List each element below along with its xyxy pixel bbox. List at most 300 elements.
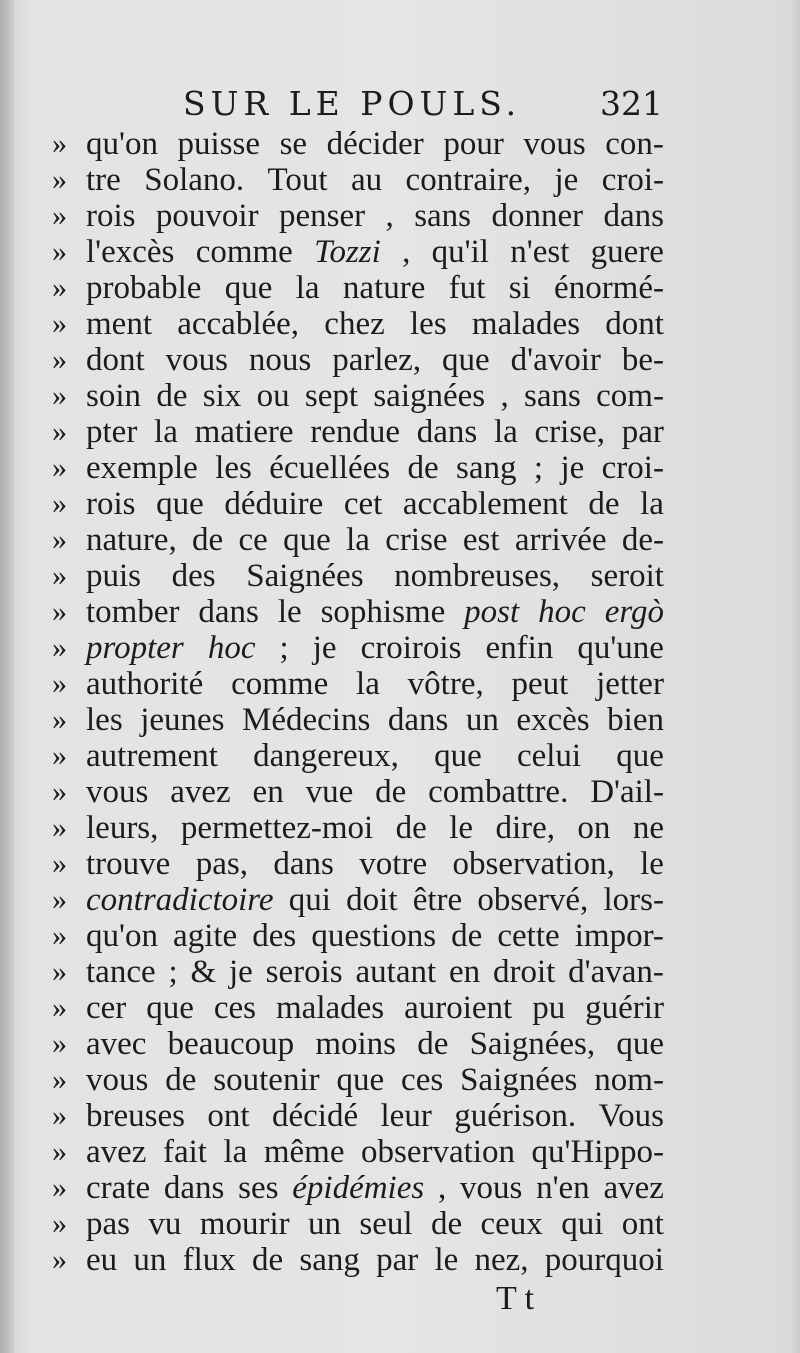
word: cet (343, 486, 383, 522)
word: vu (148, 1206, 182, 1242)
quotation-mark: » (52, 919, 67, 952)
word: soin (86, 378, 142, 414)
word: ce (238, 522, 268, 558)
italic-word: post (464, 594, 520, 630)
word: l'excès (86, 234, 175, 270)
word: sophisme (320, 594, 446, 630)
quotation-mark: » (52, 343, 67, 376)
word: celui (516, 738, 582, 774)
line-text (86, 1242, 664, 1278)
word: ceux (480, 1206, 543, 1242)
word: tomber (86, 594, 180, 630)
word: combattre. (428, 774, 569, 810)
line-text (86, 270, 664, 306)
word: je (554, 162, 579, 198)
quotation-mark: » (52, 199, 67, 232)
word: avez (86, 1134, 147, 1170)
word: par (376, 1242, 419, 1278)
text-line (52, 342, 670, 378)
text-line (52, 1098, 670, 1134)
word: un (133, 1242, 167, 1278)
line-text (86, 774, 664, 810)
word: se (279, 126, 308, 162)
word: la (223, 1134, 248, 1170)
word: fut (448, 270, 486, 306)
text-line (52, 1206, 670, 1242)
italic-word: propter (86, 630, 184, 666)
word: questions (311, 918, 437, 954)
word: que (156, 486, 204, 522)
word: accablée, (177, 306, 300, 342)
word: pas (86, 1206, 130, 1242)
word: soutenir (213, 1062, 320, 1098)
word: ses (238, 1170, 279, 1206)
word: qu'une (577, 630, 664, 666)
line-text (86, 918, 664, 954)
word: ont (621, 1206, 664, 1242)
word: dans (603, 198, 664, 234)
text-line (52, 162, 670, 198)
word: de (395, 810, 427, 846)
word: si (508, 270, 531, 306)
quotation-mark: » (52, 991, 67, 1024)
word: vous (165, 342, 228, 378)
word: trouve (86, 846, 171, 882)
word: enfin (485, 630, 554, 666)
word: croi- (601, 450, 664, 486)
word: autrement (86, 738, 218, 774)
quotation-mark: » (52, 235, 67, 268)
word: matiere (194, 414, 294, 450)
word: les (86, 702, 123, 738)
word: ; (533, 450, 544, 486)
word: sans (414, 198, 472, 234)
text-line (52, 450, 670, 486)
word: tance (86, 954, 156, 990)
word: qu'on (86, 126, 158, 162)
word: agite (173, 918, 238, 954)
word: nature, (86, 522, 177, 558)
quotation-mark: » (52, 1099, 67, 1132)
word: des (171, 558, 216, 594)
word: on (577, 810, 611, 846)
word: penser (278, 198, 366, 234)
word: de (251, 1242, 284, 1278)
word: les (410, 306, 447, 342)
word: auroient (404, 990, 513, 1026)
line-text (86, 954, 664, 990)
word: qu'il (431, 234, 489, 270)
line-text (86, 1206, 664, 1242)
word: votre (359, 846, 428, 882)
word: de (375, 774, 407, 810)
text-line (52, 1242, 670, 1278)
word: breuses (86, 1098, 185, 1134)
word: avez (170, 774, 231, 810)
word: dans (163, 1170, 225, 1206)
quotation-mark: » (52, 955, 67, 988)
word: dans (198, 594, 259, 630)
word: crise, (534, 414, 606, 450)
word: nez, (474, 1242, 529, 1278)
word: vôtre, (407, 666, 484, 702)
word: seul (359, 1206, 413, 1242)
word: vous (86, 774, 149, 810)
line-text (86, 378, 664, 414)
word: ont (207, 1098, 250, 1134)
word: Tout (267, 162, 328, 198)
text-line (52, 558, 670, 594)
line-text (86, 342, 664, 378)
quotation-mark: » (52, 1063, 67, 1096)
word: dangereux, (253, 738, 399, 774)
word: le (434, 1242, 459, 1278)
page-number: 321 (600, 84, 663, 123)
word: parlez, (332, 342, 422, 378)
text-line (52, 1062, 670, 1098)
quotation-mark: » (52, 307, 67, 340)
word: de (430, 1206, 463, 1242)
quotation-mark: » (52, 667, 67, 700)
word: ; (279, 630, 289, 666)
line-text (86, 810, 664, 846)
text-line (52, 882, 670, 918)
word: est (462, 522, 500, 558)
quotation-mark: » (52, 1135, 67, 1168)
word: n'en (536, 1170, 590, 1206)
quotation-mark: » (52, 1243, 67, 1276)
word: flux (182, 1242, 236, 1278)
line-text (86, 702, 664, 738)
word: nom- (594, 1062, 664, 1098)
word: be- (621, 342, 664, 378)
word: observation, (452, 846, 615, 882)
quotation-mark: » (52, 271, 67, 304)
line-text (86, 126, 664, 162)
word: ; (168, 954, 178, 990)
word: la (493, 414, 518, 450)
word: énormé- (554, 270, 664, 306)
word: jetter (596, 666, 664, 702)
word: avec (86, 1026, 147, 1062)
word: que (224, 270, 273, 306)
line-text (86, 882, 664, 918)
quotation-mark: » (52, 451, 67, 484)
word: le (449, 810, 474, 846)
word: fait (162, 1134, 207, 1170)
word: ou (256, 378, 290, 414)
word: impor- (574, 918, 664, 954)
word: , (500, 378, 509, 414)
word: bien (607, 702, 664, 738)
word: rois (86, 198, 136, 234)
quotation-mark: » (52, 811, 67, 844)
word: même (263, 1134, 345, 1170)
word: que (336, 1062, 385, 1098)
word: D'ail- (590, 774, 664, 810)
word: doit (346, 882, 398, 918)
line-text (86, 450, 664, 486)
word: que (616, 1026, 664, 1062)
quotation-mark: » (52, 775, 67, 808)
word: de (417, 1026, 449, 1062)
word: n'est (510, 234, 570, 270)
quotation-mark: » (52, 739, 67, 772)
quotation-mark: » (52, 487, 67, 520)
word: serois (265, 954, 343, 990)
word: pouvoir (155, 198, 259, 234)
line-text (86, 198, 664, 234)
word: décidé (271, 1098, 359, 1134)
word: donner (491, 198, 584, 234)
line-text (86, 234, 664, 270)
word: des (252, 918, 297, 954)
word: leur (380, 1098, 432, 1134)
word: pu (532, 990, 566, 1026)
word: pter (86, 414, 138, 450)
word: que (442, 342, 490, 378)
text-line (52, 630, 670, 666)
word: la (154, 414, 178, 450)
italic-word: hoc (538, 594, 586, 630)
italic-word: contradictoire (86, 882, 274, 918)
running-head: SUR LE POULS. (183, 84, 522, 123)
word: permettez-moi (180, 810, 374, 846)
word: cette (497, 918, 560, 954)
line-text (86, 1062, 664, 1098)
word: Solano. (144, 162, 245, 198)
quotation-mark: » (52, 559, 67, 592)
text-line (52, 522, 670, 558)
word: eu (86, 1242, 118, 1278)
word: le (277, 594, 302, 630)
word: au (350, 162, 383, 198)
word: déduire (224, 486, 324, 522)
text-line (52, 198, 670, 234)
word: ment (86, 306, 152, 342)
word: dont (605, 306, 664, 342)
line-text (86, 414, 664, 450)
quotation-mark: » (52, 631, 67, 664)
quotation-mark: » (52, 127, 67, 160)
word: ne (632, 810, 664, 846)
word: sang (299, 1242, 360, 1278)
text-line (52, 486, 670, 522)
word: ces (401, 1062, 444, 1098)
line-text (86, 846, 664, 882)
word: que (434, 738, 482, 774)
word: authorité (86, 666, 204, 702)
word: nombreuses, (394, 558, 561, 594)
word: observé, (477, 882, 589, 918)
line-text (86, 738, 664, 774)
word: con- (605, 126, 664, 162)
word: être (412, 882, 463, 918)
word: de (156, 378, 188, 414)
word: je (228, 954, 253, 990)
line-text (86, 990, 664, 1026)
word: vous (86, 1062, 149, 1098)
text-line (52, 990, 670, 1026)
line-text (86, 666, 664, 702)
word: com- (596, 378, 664, 414)
word: la (346, 522, 370, 558)
word: vous (523, 126, 586, 162)
word: de- (621, 522, 664, 558)
text-line (52, 954, 670, 990)
quotation-mark: » (52, 883, 67, 916)
line-text (86, 1026, 664, 1062)
word: arrivée (514, 522, 607, 558)
word: crise (385, 522, 448, 558)
word: qu'Hippo- (531, 1134, 664, 1170)
word: pour (443, 126, 504, 162)
word: pourquoi (544, 1242, 664, 1278)
italic-word: Tozzi (314, 234, 381, 270)
word: , (402, 234, 411, 270)
word: malades (471, 306, 581, 342)
quotation-mark: » (52, 1027, 67, 1060)
word: Médecins (242, 702, 371, 738)
word: comme (231, 666, 329, 702)
italic-word: hoc (207, 630, 256, 666)
word: leurs, (86, 810, 159, 846)
word: tre (86, 162, 121, 198)
word: de (165, 1062, 197, 1098)
text-line (52, 270, 670, 306)
word: je (312, 630, 337, 666)
word: jeunes (140, 702, 225, 738)
page-header (0, 78, 800, 126)
word: dans (416, 414, 478, 450)
line-text (86, 522, 664, 558)
line-text (86, 1098, 664, 1134)
word: comme (195, 234, 293, 270)
word: exemple (86, 450, 198, 486)
word: rois (86, 486, 136, 522)
word: de (588, 486, 620, 522)
word: les (215, 450, 252, 486)
line-text (86, 162, 664, 198)
line-text (86, 558, 664, 594)
word: sang (456, 450, 517, 486)
word: en (448, 954, 481, 990)
word: en (252, 774, 284, 810)
text-line (52, 306, 670, 342)
italic-word: épidémies (292, 1170, 425, 1206)
word: & (190, 954, 217, 990)
text-line (52, 738, 670, 774)
word: chez (324, 306, 385, 342)
text-line (52, 1134, 670, 1170)
quotation-mark: » (52, 1171, 67, 1204)
word: de (407, 450, 439, 486)
word: la (295, 270, 320, 306)
word: d'avoir (510, 342, 601, 378)
word: accablement (402, 486, 568, 522)
text-line (52, 846, 670, 882)
word: vous (459, 1170, 523, 1206)
line-text (86, 1170, 664, 1206)
line-text (86, 630, 664, 666)
word: beaucoup (167, 1026, 295, 1062)
word: croi- (601, 162, 664, 198)
word: un (465, 702, 499, 738)
word: le (640, 846, 664, 882)
word: moins (315, 1026, 396, 1062)
word: Saignées, (469, 1026, 596, 1062)
word: rendue (310, 414, 401, 450)
quotation-mark: » (52, 523, 67, 556)
word: Vous (598, 1098, 664, 1134)
quotation-mark: » (52, 595, 67, 628)
word: sept (304, 378, 359, 414)
text-line (52, 414, 670, 450)
word: six (202, 378, 242, 414)
word: mourir (199, 1206, 290, 1242)
word: peut (511, 666, 569, 702)
word: autant (355, 954, 437, 990)
quotation-mark: » (52, 163, 67, 196)
word: de (451, 918, 483, 954)
text-line (52, 1170, 670, 1206)
text-line (52, 594, 670, 630)
word: saignées (373, 378, 486, 414)
word: nature (342, 270, 426, 306)
word: lors- (603, 882, 664, 918)
signature-mark: T t (496, 1280, 535, 1317)
line-text (86, 306, 664, 342)
text-line (52, 918, 670, 954)
word: pas, (195, 846, 248, 882)
word: que (616, 738, 664, 774)
word: contraire, (405, 162, 532, 198)
word: vue (305, 774, 354, 810)
word: malades (276, 990, 385, 1026)
word: d'avan- (568, 954, 664, 990)
text-line (52, 774, 670, 810)
body-text (52, 126, 670, 1278)
word: guérir (585, 990, 664, 1026)
word: observation (361, 1134, 515, 1170)
text-line (52, 126, 670, 162)
word: Saignées (460, 1062, 578, 1098)
word: droit (492, 954, 556, 990)
quotation-mark: » (52, 703, 67, 736)
text-line (52, 378, 670, 414)
word: un (308, 1206, 341, 1242)
word: dans (387, 702, 449, 738)
word: qu'on (86, 918, 158, 954)
word: dont (86, 342, 145, 378)
word: dans (273, 846, 334, 882)
word: je (560, 450, 585, 486)
word: qui (561, 1206, 604, 1242)
line-text (86, 1134, 664, 1170)
word: avez (603, 1170, 664, 1206)
word: la (640, 486, 664, 522)
italic-word: ergò (604, 594, 664, 630)
word: probable (86, 270, 202, 306)
page-gutter-shadow (0, 0, 14, 1353)
line-text (86, 594, 664, 630)
word: croirois (360, 630, 462, 666)
word: nous (248, 342, 312, 378)
text-line (52, 810, 670, 846)
word: ces (213, 990, 257, 1026)
text-line (52, 234, 670, 270)
quotation-mark: » (52, 415, 67, 448)
